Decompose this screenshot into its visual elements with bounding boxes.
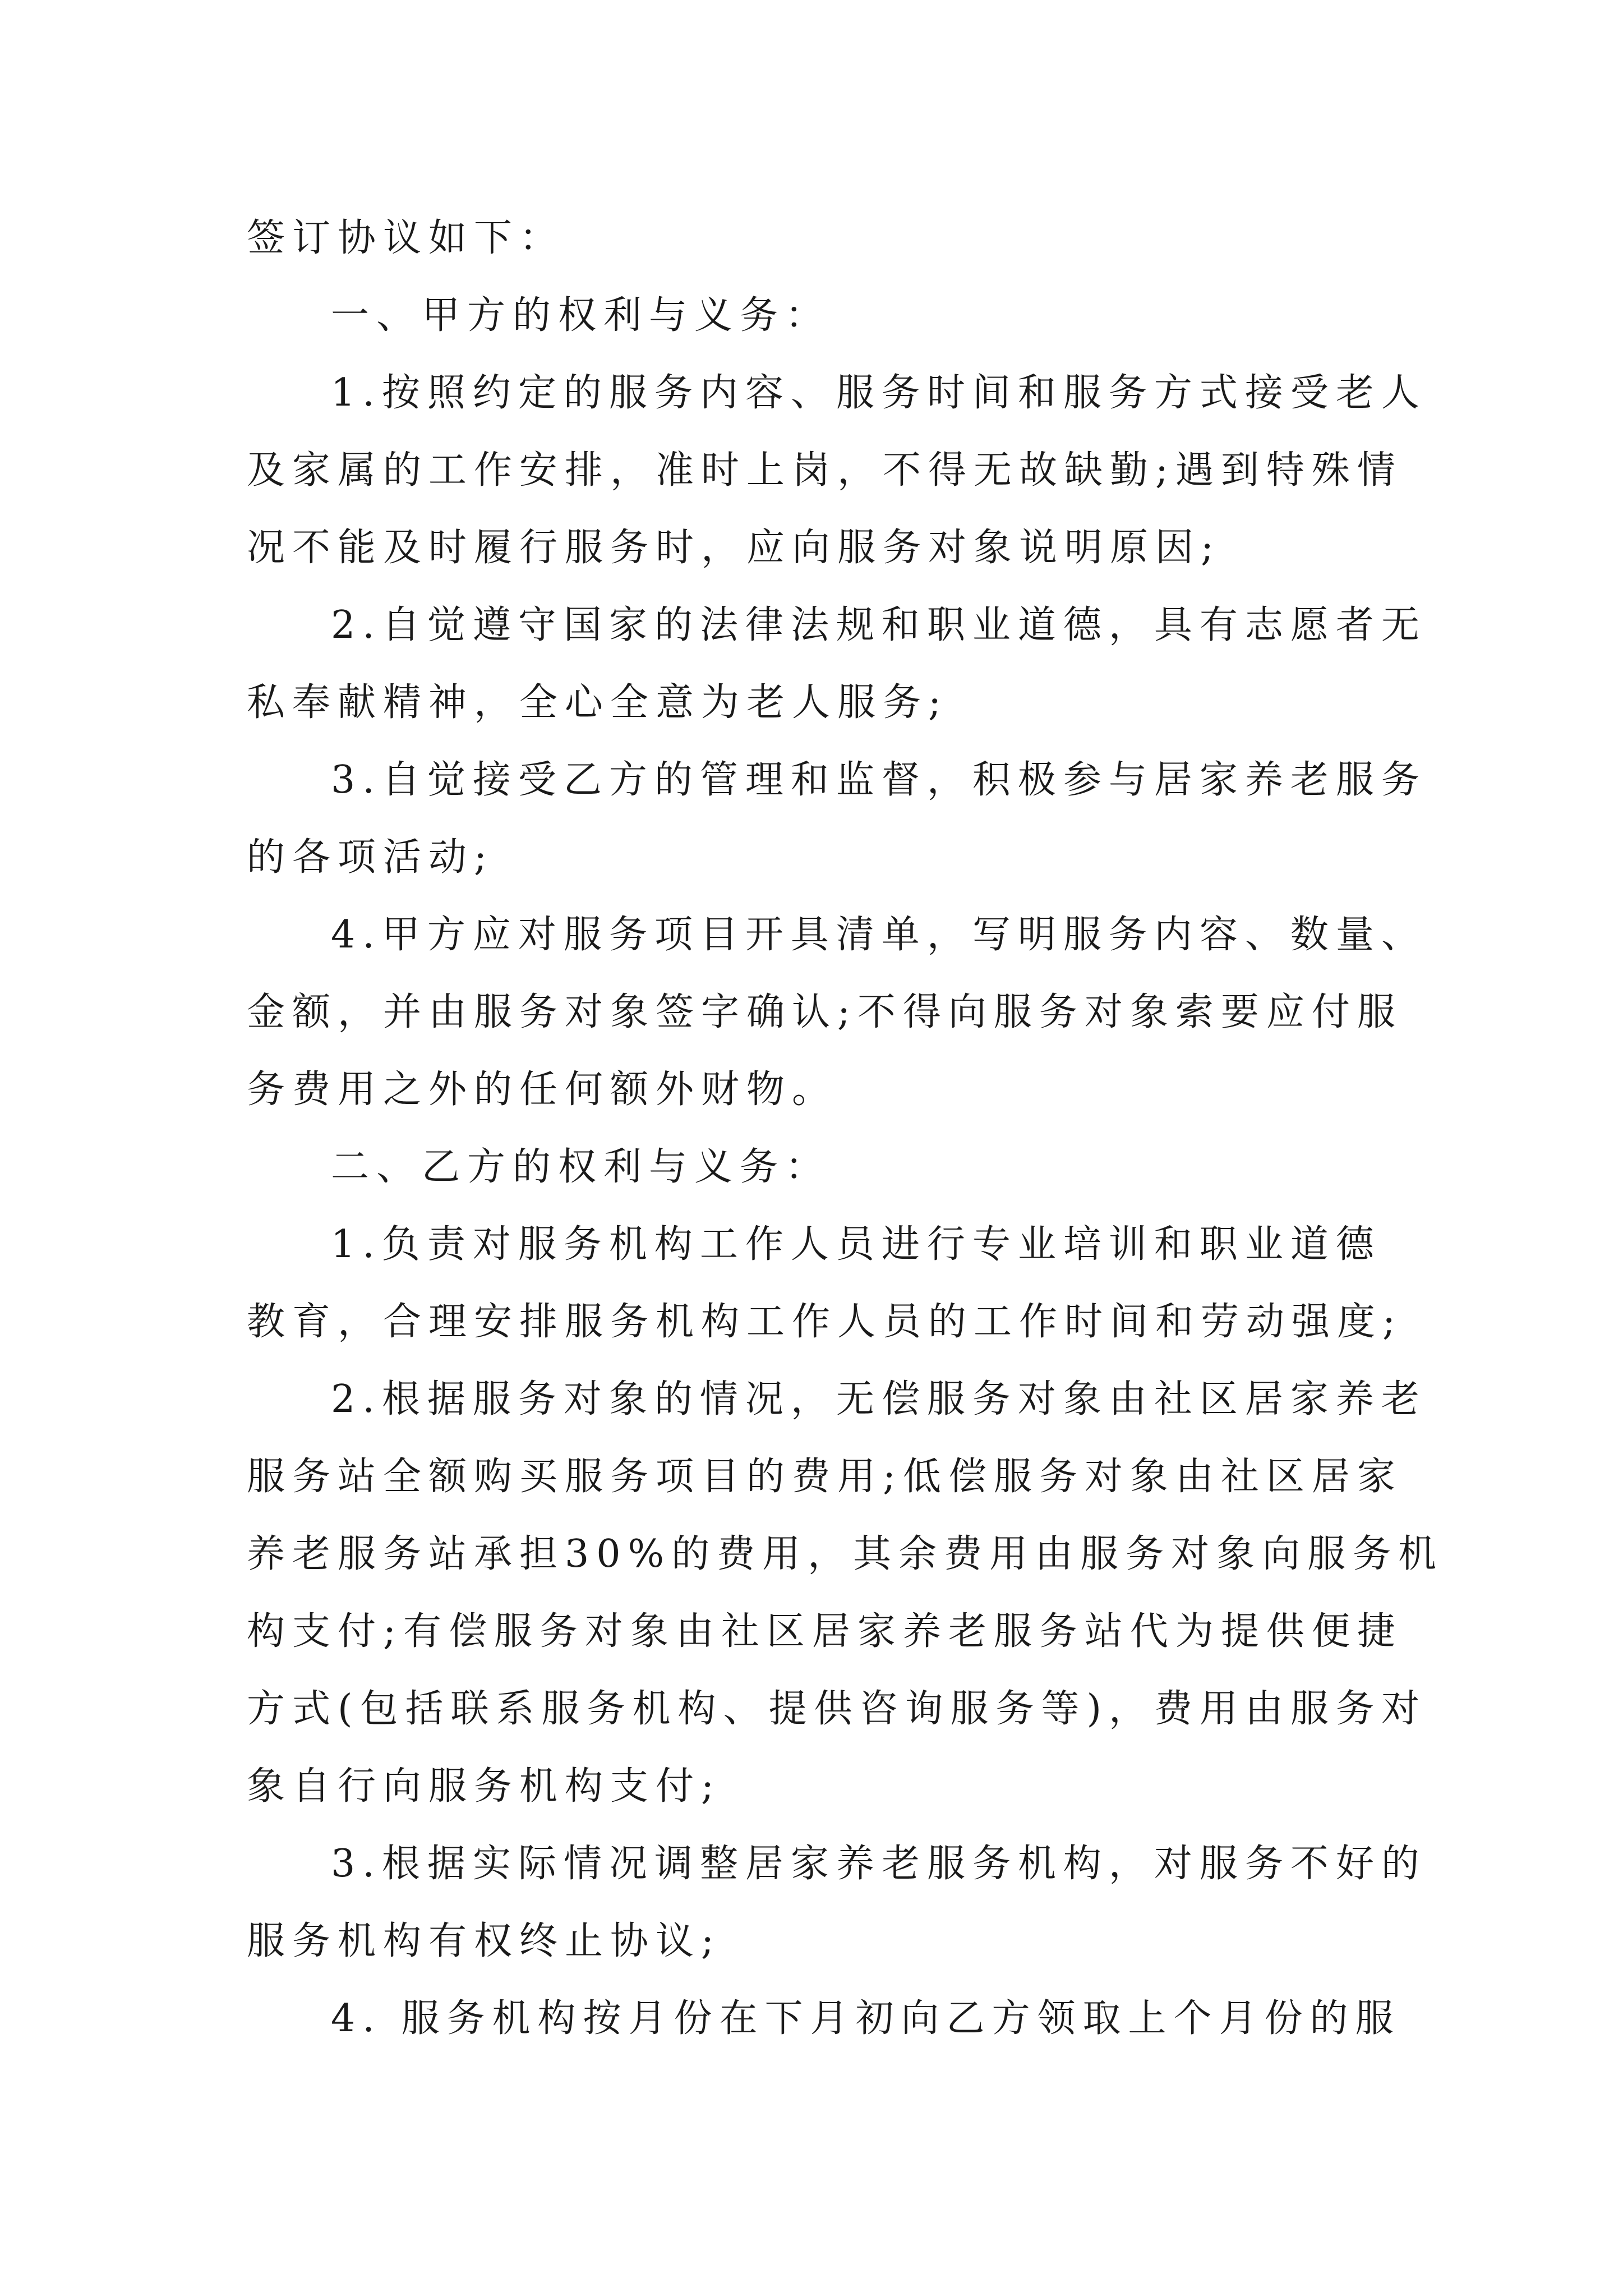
text-line: 况不能及时履行服务时，应向服务对象说明原因; (247, 526, 1221, 570)
text-line: 签订协议如下： (247, 216, 565, 260)
text-line: 3.根据实际情况调整居家养老服务机构，对服务不好的 (331, 1842, 1427, 1886)
text-line: 的各项活动; (247, 835, 494, 880)
text-line: 教育，合理安排服务机构工作人员的工作时间和劳动强度; (247, 1300, 1403, 1344)
section-heading: 一、甲方的权利与义务： (331, 293, 831, 338)
text-line: 构支付;有偿服务对象由社区居家养老服务站代为提供便捷 (247, 1609, 1403, 1654)
text-line: 2.自觉遵守国家的法律法规和职业道德，具有志愿者无 (331, 603, 1427, 647)
text-line: 服务站全额购买服务项目的费用;低偿服务对象由社区居家 (247, 1455, 1403, 1499)
text-line: 及家属的工作安排，准时上岗，不得无故缺勤;遇到特殊情 (247, 448, 1403, 493)
text-line: 象自行向服务机构支付; (247, 1764, 721, 1809)
text-line: 2.根据服务对象的情况，无偿服务对象由社区居家养老 (331, 1377, 1427, 1421)
text-line: 养老服务站承担30%的费用，其余费用由服务对象向服务机 (247, 1532, 1444, 1576)
text-line: 服务机构有权终止协议; (247, 1919, 721, 1963)
text-line: 4. 服务机构按月份在下月初向乙方领取上个月份的服 (331, 1996, 1401, 2041)
text-line: 4.甲方应对服务项目开具清单，写明服务内容、数量、 (331, 913, 1427, 957)
text-line: 1.负责对服务机构工作人员进行专业培训和职业道德 (331, 1222, 1381, 1267)
section-heading: 二、乙方的权利与义务： (331, 1145, 831, 1189)
text-line: 金额，并由服务对象签字确认;不得向服务对象索要应付服 (247, 990, 1403, 1034)
text-line: 方式(包括联系服务机构、提供咨询服务等)，费用由服务对 (247, 1687, 1427, 1731)
text-line: 3.自觉接受乙方的管理和监督，积极参与居家养老服务 (331, 758, 1427, 802)
text-line: 私奉献精神，全心全意为老人服务; (247, 680, 948, 725)
text-line: 1.按照约定的服务内容、服务时间和服务方式接受老人 (331, 371, 1427, 415)
text-line: 务费用之外的任何额外财物。 (247, 1068, 838, 1112)
